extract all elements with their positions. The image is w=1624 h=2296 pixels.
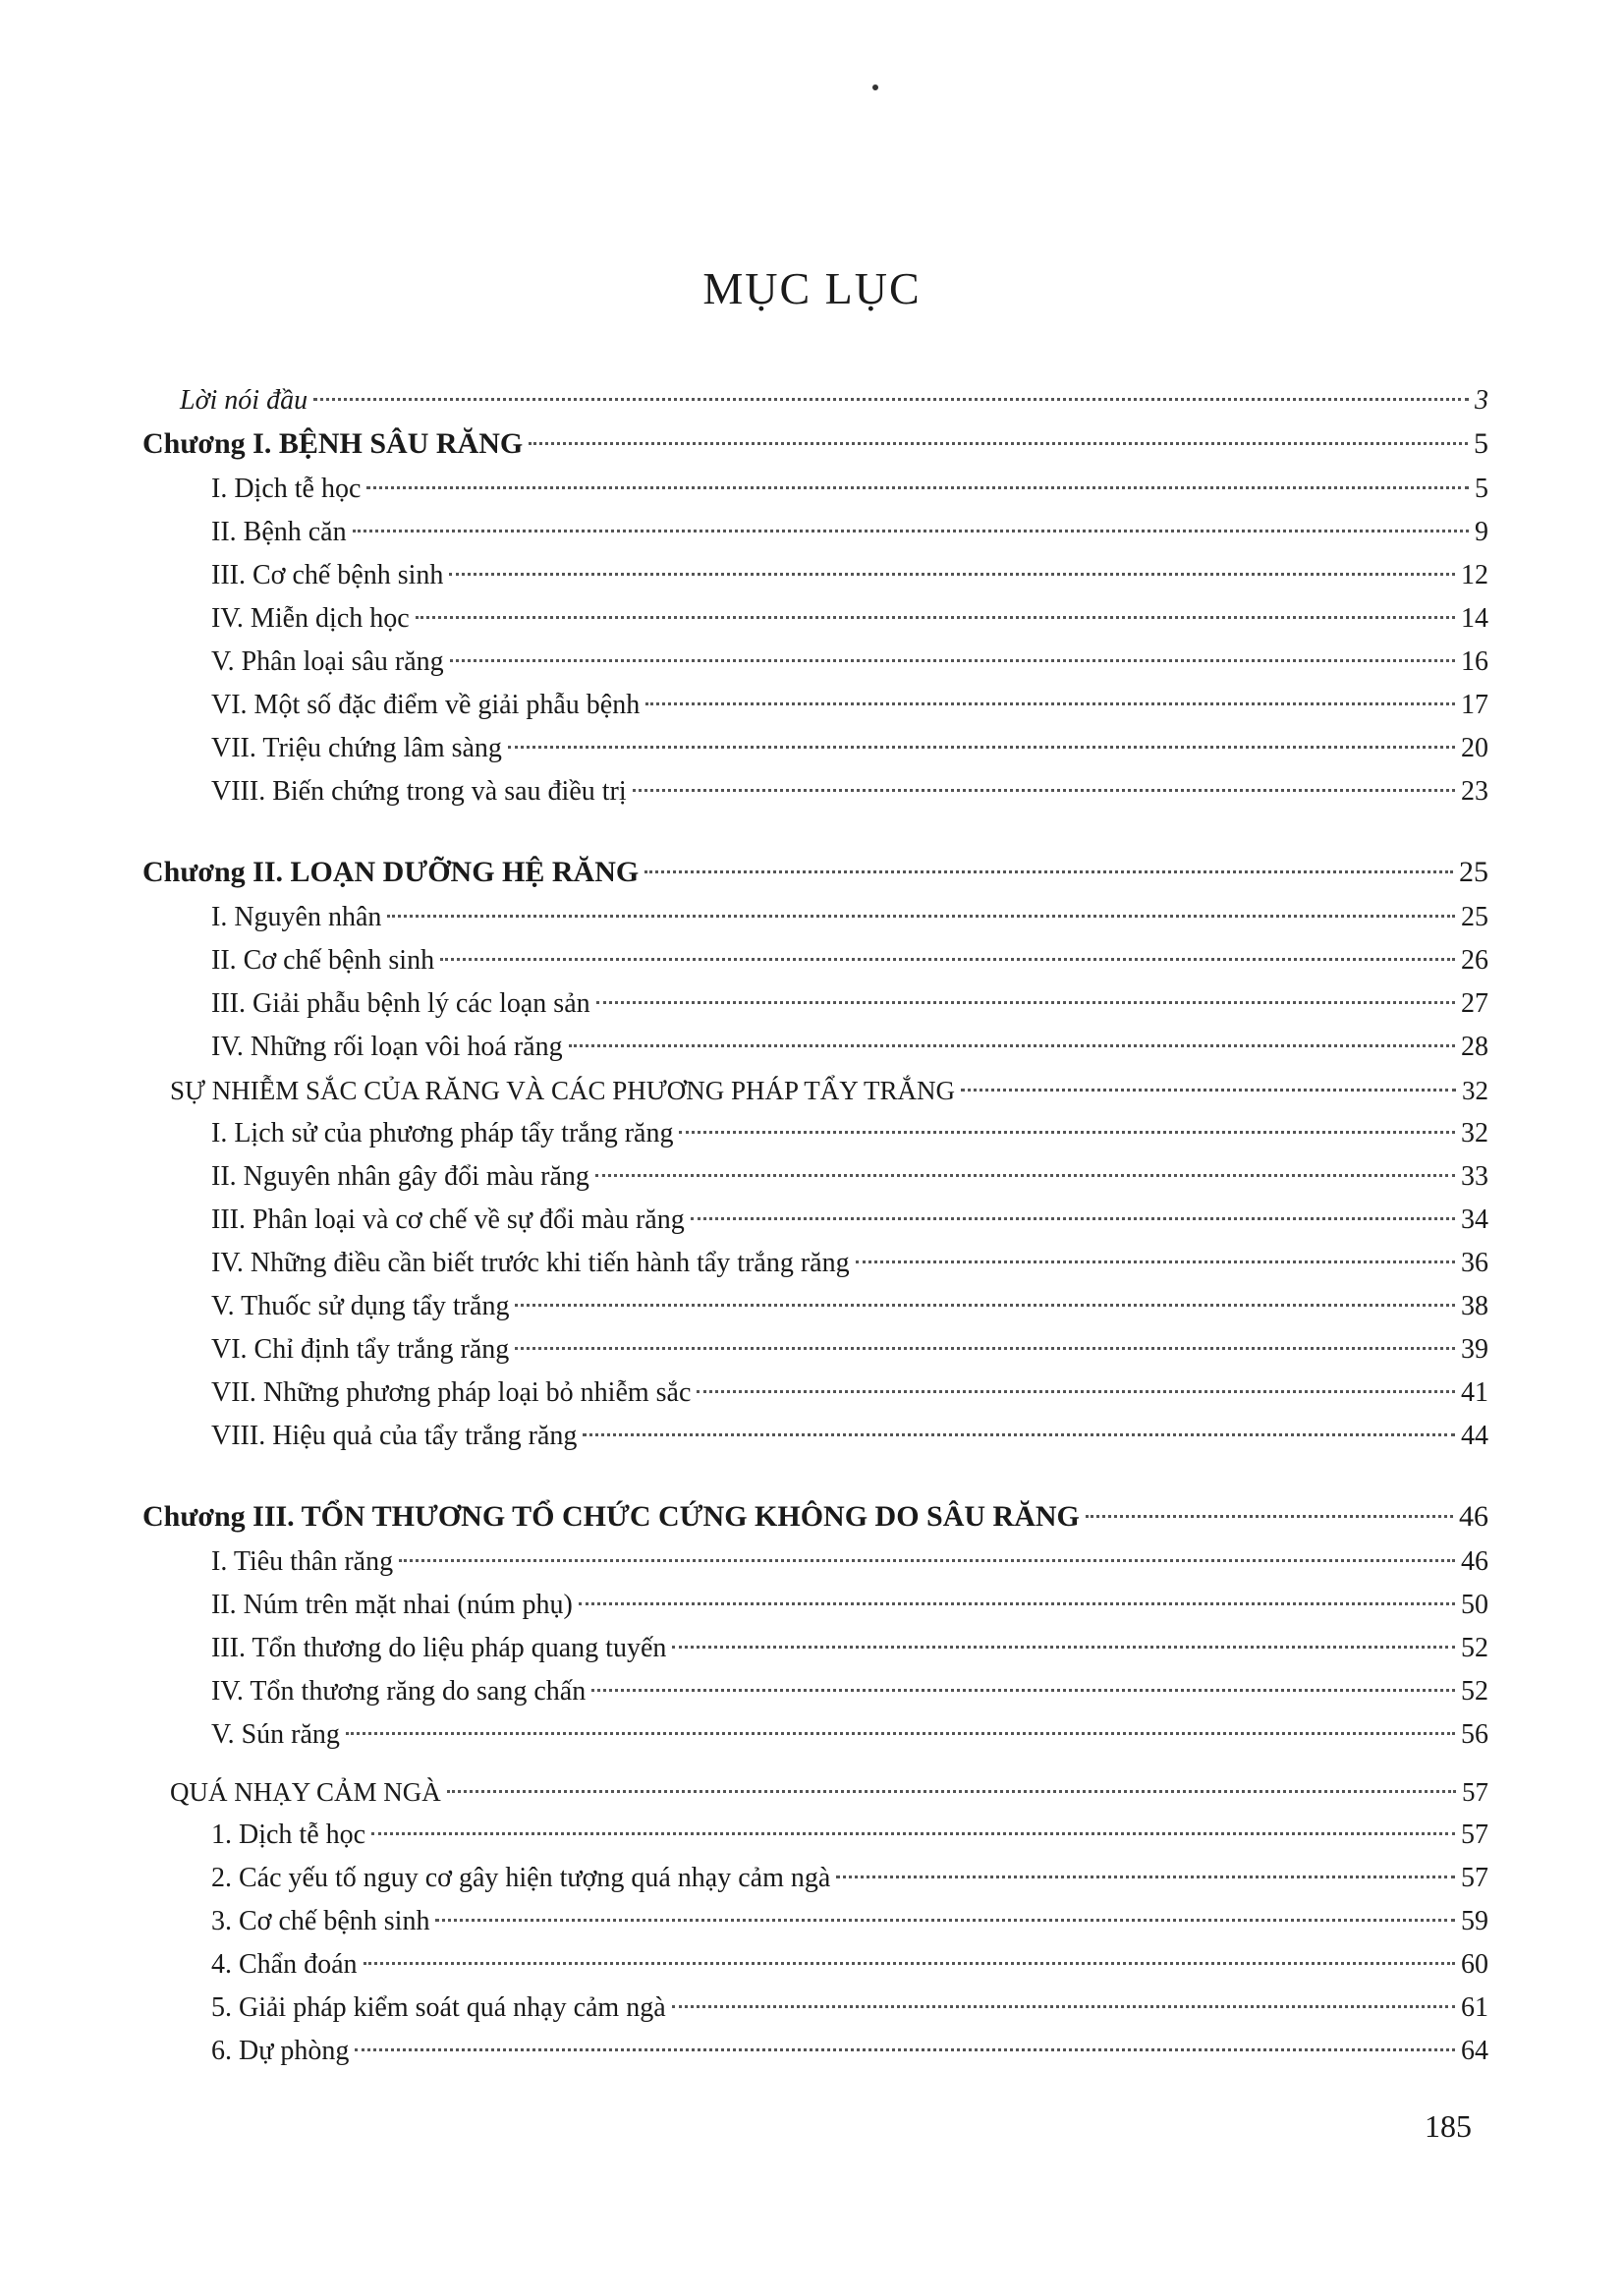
- spacer: [142, 1757, 1488, 1770]
- dot-leader: [591, 1689, 1455, 1692]
- toc-label: IV. Tổn thương răng do sang chấn: [211, 1676, 587, 1707]
- toc-label: VII. Triệu chứng lâm sàng: [211, 733, 502, 763]
- toc-page: 38: [1461, 1291, 1488, 1321]
- toc-label: QUÁ NHẠY CẢM NGÀ: [170, 1777, 441, 1807]
- toc-entry[interactable]: [142, 1987, 1488, 2030]
- toc-label: 6. Dự phòng: [211, 2036, 350, 2066]
- toc-label: VIII. Hiệu quả của tẩy trắng răng: [211, 1421, 578, 1451]
- dot-leader: [449, 573, 1455, 576]
- toc-label: I. Nguyên nhân: [211, 902, 382, 932]
- dot-leader: [679, 1131, 1455, 1134]
- toc-chapter-2[interactable]: [142, 851, 1488, 896]
- toc-label: Chương III. TỔN THƯƠNG TỔ CHỨC CỨNG KHÔNG DO SÂU RĂNG: [142, 1500, 1080, 1533]
- table-of-contents: [142, 379, 1488, 2073]
- dot-leader: [387, 915, 1455, 918]
- toc-page: 60: [1461, 1949, 1488, 1980]
- spacer: [142, 813, 1488, 851]
- toc-entry[interactable]: [142, 1112, 1488, 1155]
- toc-label: Chương I. BỆNH SÂU RĂNG: [142, 427, 524, 460]
- dot-leader: [416, 616, 1455, 619]
- toc-page: 26: [1461, 945, 1488, 976]
- toc-entry[interactable]: [142, 1199, 1488, 1242]
- dot-leader: [645, 702, 1455, 705]
- dot-leader: [633, 789, 1455, 792]
- toc-entry[interactable]: [142, 1285, 1488, 1328]
- toc-section-sensitivity[interactable]: [142, 1770, 1488, 1814]
- dot-leader: [515, 1304, 1455, 1307]
- dot-leader: [371, 1832, 1455, 1835]
- toc-page: 34: [1461, 1204, 1488, 1235]
- dot-leader: [836, 1876, 1455, 1878]
- toc-page: 39: [1461, 1334, 1488, 1365]
- dot-leader: [961, 1089, 1456, 1092]
- toc-entry[interactable]: [142, 1900, 1488, 1943]
- toc-entry[interactable]: [142, 1415, 1488, 1458]
- toc-label: VIII. Biến chứng trong và sau điều trị: [211, 776, 627, 807]
- scan-dot-mark: [872, 84, 878, 90]
- toc-label: VI. Một số đặc điểm về giải phẫu bệnh: [211, 690, 641, 720]
- toc-label: II. Nguyên nhân gây đổi màu răng: [211, 1161, 589, 1192]
- toc-entry[interactable]: [142, 770, 1488, 813]
- toc-label: 1. Dịch tễ học: [211, 1820, 366, 1850]
- toc-entry[interactable]: [142, 641, 1488, 684]
- dot-leader: [364, 1962, 1455, 1965]
- toc-entry[interactable]: [142, 554, 1488, 597]
- dot-leader: [569, 1044, 1455, 1047]
- toc-page: 25: [1459, 856, 1488, 888]
- toc-entry[interactable]: [142, 982, 1488, 1026]
- toc-page: 5: [1475, 474, 1488, 504]
- toc-page: 59: [1461, 1906, 1488, 1936]
- toc-page: 36: [1461, 1248, 1488, 1278]
- toc-label: 5. Giải pháp kiểm soát quá nhạy cảm ngà: [211, 1992, 666, 2023]
- toc-label: I. Dịch tễ học: [211, 474, 362, 504]
- page-number: 185: [1425, 2108, 1472, 2144]
- toc-entry[interactable]: [142, 597, 1488, 641]
- toc-page: 46: [1461, 1546, 1488, 1577]
- dot-leader: [595, 1174, 1455, 1177]
- toc-label: III. Tổn thương do liệu pháp quang tuyến: [211, 1633, 667, 1663]
- dot-leader: [366, 486, 1469, 489]
- toc-entry[interactable]: [142, 1372, 1488, 1415]
- toc-page: 44: [1461, 1421, 1488, 1451]
- toc-label: 3. Cơ chế bệnh sinh: [211, 1906, 430, 1936]
- toc-label: VII. Những phương pháp loại bỏ nhiễm sắc: [211, 1377, 692, 1408]
- dot-leader: [583, 1433, 1455, 1436]
- toc-page: 17: [1461, 690, 1488, 720]
- toc-page: 52: [1461, 1676, 1488, 1707]
- toc-entry[interactable]: [142, 727, 1488, 770]
- toc-entry[interactable]: [142, 684, 1488, 727]
- toc-page: 27: [1461, 988, 1488, 1019]
- toc-page: 61: [1461, 1992, 1488, 2023]
- toc-page: 57: [1461, 1863, 1488, 1893]
- dot-leader: [313, 398, 1469, 401]
- dot-leader: [672, 1646, 1455, 1649]
- toc-page: 64: [1461, 2036, 1488, 2066]
- toc-label: VI. Chỉ định tẩy trắng răng: [211, 1334, 510, 1365]
- toc-page: 56: [1461, 1719, 1488, 1750]
- dot-leader: [353, 530, 1469, 532]
- toc-page: 12: [1461, 560, 1488, 590]
- toc-label: I. Tiêu thân răng: [211, 1546, 394, 1577]
- toc-entry[interactable]: [142, 1328, 1488, 1372]
- toc-label: II. Bệnh căn: [211, 517, 347, 547]
- dot-leader: [450, 659, 1455, 662]
- dot-leader: [644, 870, 1453, 873]
- dot-leader: [399, 1559, 1455, 1562]
- dot-leader: [440, 958, 1455, 961]
- toc-label: IV. Những điều cần biết trước khi tiến hành tẩy trắng răng: [211, 1248, 850, 1278]
- toc-page: 20: [1461, 733, 1488, 763]
- dot-leader: [355, 2048, 1455, 2051]
- dot-leader: [697, 1390, 1455, 1393]
- toc-label: IV. Miễn dịch học: [211, 603, 410, 634]
- toc-entry[interactable]: [142, 1943, 1488, 1987]
- toc-label: I. Lịch sử của phương pháp tẩy trắng răng: [211, 1118, 674, 1148]
- dot-leader: [346, 1732, 1455, 1735]
- toc-label: 4. Chẩn đoán: [211, 1949, 358, 1980]
- toc-label: 2. Các yếu tố nguy cơ gây hiện tượng quá nhạy cảm ngà: [211, 1863, 831, 1893]
- toc-entry[interactable]: [142, 1627, 1488, 1670]
- toc-entry[interactable]: [142, 1814, 1488, 1857]
- toc-entry[interactable]: [142, 1155, 1488, 1199]
- toc-page: 9: [1475, 517, 1488, 547]
- toc-chapter-3[interactable]: [142, 1495, 1488, 1540]
- dot-leader: [435, 1919, 1455, 1922]
- toc-entry[interactable]: [142, 468, 1488, 511]
- toc-label: Chương II. LOẠN DƯỠNG HỆ RĂNG: [142, 856, 640, 888]
- toc-entry[interactable]: [142, 896, 1488, 939]
- toc-label: III. Phân loại và cơ chế về sự đổi màu răng: [211, 1204, 685, 1235]
- toc-page: 52: [1461, 1633, 1488, 1663]
- toc-entry[interactable]: [142, 511, 1488, 554]
- toc-entry[interactable]: [142, 1584, 1488, 1627]
- toc-entry[interactable]: [142, 1026, 1488, 1069]
- toc-page: 28: [1461, 1032, 1488, 1062]
- toc-page: 3: [1475, 385, 1488, 416]
- toc-entry[interactable]: [142, 1242, 1488, 1285]
- toc-entry[interactable]: [142, 2030, 1488, 2073]
- toc-page: 32: [1462, 1076, 1488, 1105]
- toc-page: 14: [1461, 603, 1488, 634]
- toc-label: IV. Những rối loạn vôi hoá răng: [211, 1032, 563, 1062]
- toc-page: 32: [1461, 1118, 1488, 1148]
- toc-page: 23: [1461, 776, 1488, 807]
- toc-label: V. Phân loại sâu răng: [211, 646, 444, 677]
- toc-entry[interactable]: [142, 1670, 1488, 1713]
- toc-page: 5: [1474, 427, 1488, 460]
- dot-leader: [1086, 1515, 1453, 1518]
- dot-leader: [579, 1602, 1455, 1605]
- toc-entry-preface[interactable]: [142, 379, 1488, 422]
- toc-entry[interactable]: [142, 1857, 1488, 1900]
- toc-entry[interactable]: [142, 1540, 1488, 1584]
- dot-leader: [596, 1001, 1455, 1004]
- toc-page: 16: [1461, 646, 1488, 677]
- toc-label: II. Cơ chế bệnh sinh: [211, 945, 435, 976]
- toc-page: 50: [1461, 1590, 1488, 1620]
- spacer: [142, 1458, 1488, 1495]
- dot-leader: [515, 1347, 1455, 1350]
- toc-page: 57: [1461, 1820, 1488, 1850]
- toc-page: 57: [1462, 1777, 1488, 1807]
- toc-label: SỰ NHIỄM SẮC CỦA RĂNG VÀ CÁC PHƯƠNG PHÁP TẨY TRẮNG: [170, 1076, 956, 1105]
- dot-leader: [691, 1217, 1455, 1220]
- toc-page: 46: [1459, 1500, 1488, 1533]
- toc-page: 33: [1461, 1161, 1488, 1192]
- toc-label: III. Giải phẫu bệnh lý các loạn sản: [211, 988, 590, 1019]
- toc-page: 41: [1461, 1377, 1488, 1408]
- toc-section-staining[interactable]: [142, 1069, 1488, 1112]
- page-title: MỤC LỤC: [702, 262, 922, 313]
- toc-label: III. Cơ chế bệnh sinh: [211, 560, 444, 590]
- dot-leader: [856, 1260, 1455, 1263]
- toc-entry[interactable]: [142, 1713, 1488, 1757]
- toc-entry[interactable]: [142, 939, 1488, 982]
- toc-chapter-1[interactable]: [142, 422, 1488, 468]
- dot-leader: [447, 1790, 1456, 1793]
- toc-label: V. Sún răng: [211, 1719, 340, 1750]
- dot-leader: [529, 442, 1468, 445]
- toc-label: V. Thuốc sử dụng tẩy trắng: [211, 1291, 510, 1321]
- toc-label: Lời nói đầu: [180, 385, 308, 416]
- dot-leader: [508, 746, 1455, 749]
- dot-leader: [672, 2005, 1455, 2008]
- toc-page: 25: [1461, 902, 1488, 932]
- toc-label: II. Núm trên mặt nhai (núm phụ): [211, 1590, 573, 1620]
